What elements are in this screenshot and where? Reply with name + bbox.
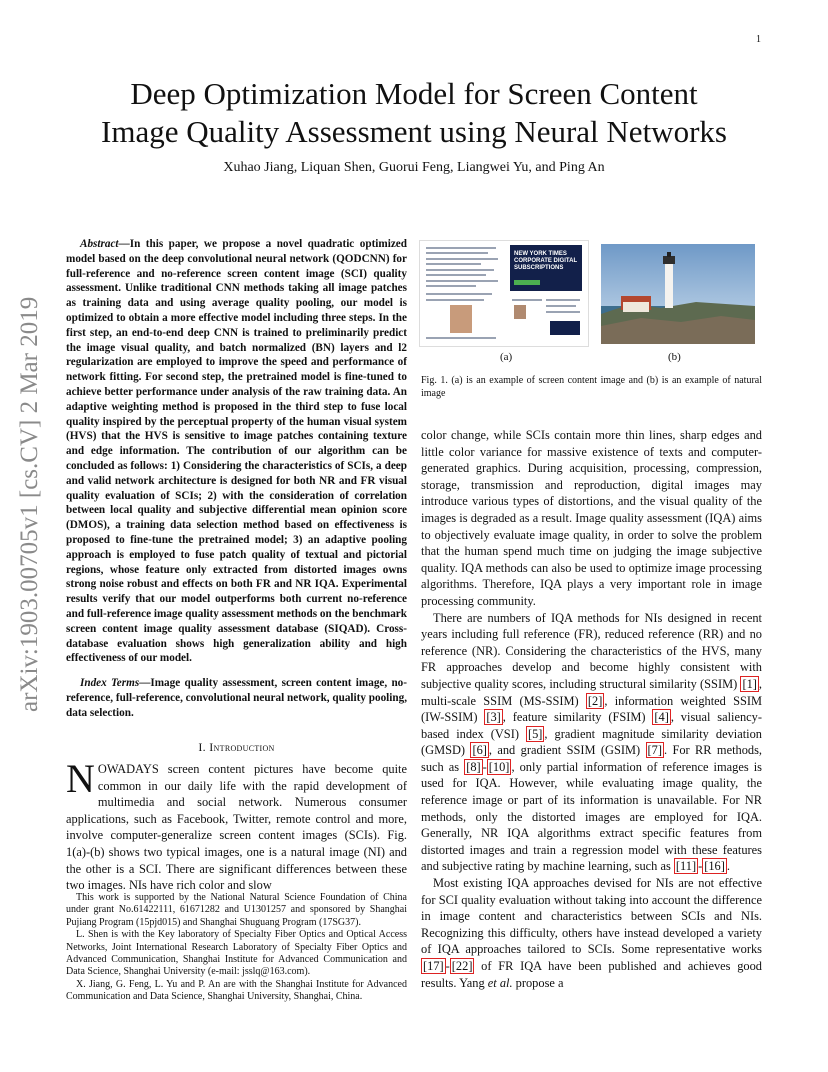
text-run: , visual saliency-based index (VSI) xyxy=(421,710,762,741)
citation-link[interactable]: [8] xyxy=(466,759,481,774)
right-column xyxy=(421,427,762,991)
text-run: - xyxy=(698,859,703,874)
text-run: , feature similarity (FSIM) xyxy=(502,710,653,725)
citation-link[interactable]: [16] xyxy=(704,859,725,874)
text-run: , multi-scale SSIM (MS-SSIM) xyxy=(421,676,762,708)
intro-paragraph xyxy=(66,756,407,894)
thumb-banner-text: NEW YORK TIMES CORPORATE DIGITAL SUBSCRIPTIONS xyxy=(514,251,577,271)
section-name: Introduction xyxy=(209,739,275,754)
text-run: . xyxy=(726,859,730,874)
drop-cap: N xyxy=(66,756,95,802)
text-run: propose a xyxy=(512,975,564,990)
abstract-text: —In this paper, we propose a novel quadratic optimized model based on the deep convolutional neural network (QODCNN) for full-reference and no-reference screen content image (SCI) quality assessment. Unlike traditional CNN methods taking all image patches as training data and using average quality pooling, our model is optimized to obtain a more effective model including three steps. In the first step, an end-to-end deep CNN is trained to preliminarily predict the image visual quality, and batch normalized (BN) layers and l2 regularization are employed to improve the speed and performance of network fitting. For second step, the pretrained model is fine-tuned to achieve better performance under analysis of the raw training data. An adaptive weighting method is proposed in the third step to fuse local quality inspired by the perceptual property of the human visual system (HVS) that the HVS is sensitive to image patches containing texture and edge information. The contribution of our algorithm can be concluded as follows: 1) Considering the characteristics of SCIs, a deep and valid network architecture is designed for both NR and FR visual quality evaluation of SCIs; 2) with the consideration of correlation between local quality and subjective differential mean opinion score (DMOS), a training data selection method based on effectiveness is proposed to fine-tune the pretrained model; 3) an adaptive pooling approach is employed to fuse patch quality of textual and pictorial regions, whose feature only extracted from distorted images owns strong noise robust and effects on both FR and NR IQA. Experimental results verify that our model outperforms both current no-reference and full-reference image quality assessment methods on the benchmark screen content image quality assessment database (SIQAD). Cross-database evaluation shows high generalization ability and high effectiveness of our model. xyxy=(66,238,407,665)
text-run: . For RR methods, such as xyxy=(421,743,763,774)
text-run: , only partial information of reference images is used for IQA. However, while evaluating image quality, the reference image or part of its information is unavailable. For NR methods, only the distorted images are employed for IQA. Generally, NR IQA algorithms extract specific features from distorted images and train a regression model with these features and subjective rating by machine learning, such as xyxy=(421,759,762,874)
index-terms-lead: Index Terms xyxy=(80,677,140,690)
abstract-lead: Abstract xyxy=(80,238,119,250)
figure-1a-label: (a) xyxy=(500,351,513,363)
citation-link[interactable]: [17] xyxy=(423,959,444,973)
abstract xyxy=(66,237,407,666)
body-paragraph-3 xyxy=(421,875,762,991)
figure-1a-screen-content-image xyxy=(419,240,589,347)
section-heading xyxy=(66,739,407,756)
citation-link[interactable]: [22] xyxy=(451,959,473,973)
author-list: Xuhao Jiang, Liquan Shen, Guorui Feng, Liangwei Yu, and Ping An xyxy=(223,160,605,175)
citation-link[interactable]: [10] xyxy=(488,759,510,774)
citation-link[interactable]: [2] xyxy=(587,693,603,708)
citation-link[interactable]: [6] xyxy=(472,743,487,758)
section-number: I. xyxy=(198,739,206,754)
text-run: , gradient magnitude similarity deviation (GMSD) xyxy=(421,726,762,758)
figure-1b-label: (b) xyxy=(668,351,681,363)
body-paragraph-2 xyxy=(421,610,762,876)
text-run: , and gradient SSIM (GSIM) xyxy=(488,743,646,758)
text-run: There are numbers of IQA methods for NIs designed in recent years including full reference (FR), reduced reference (RR) and no reference (NR). Considering the characteristics of the HVS, many FR approaches develop and become highly consistent with subjective quality scores, including structural similarity (SSIM) xyxy=(421,610,762,691)
text-run: of FR IQA have been published and achieves good results. Yang xyxy=(421,959,762,990)
page-number: 1 xyxy=(756,34,761,45)
figure-1b-natural-image xyxy=(601,244,755,344)
body-paragraph-1: color change, while SCIs contain more thin lines, sharp edges and little color variance for massive existence of texts and computer-generated graphics. During acquisition, processing, compression, storage, transmission and reproduction, digital images may introduce various types of distortions, and the visual quality of the images is degraded as a result. Image quality assessment (IQA) aims to objectively evaluate image quality, in order to solve the problem that the human spend much time on judging the image subjective quality. IQA methods can also be used to optimize image processing algorithms. Therefore, IQA plays a very important role in image processing community. xyxy=(421,428,762,608)
arxiv-stamp[interactable]: arXiv:1903.00705v1 [cs.CV] 2 Mar 2019 xyxy=(16,296,43,712)
citation-link[interactable]: [3] xyxy=(486,710,501,725)
text-run-italic: et al. xyxy=(487,975,513,990)
index-terms xyxy=(66,676,407,720)
footnote-affiliation-others: X. Jiang, G. Feng, L. Yu and P. An are with the Shanghai Institute for Advanced Communication and Data Science, Shanghai University, Shanghai, China. xyxy=(66,978,407,1003)
figure-1-caption: Fig. 1. (a) is an example of screen content image and (b) is an example of natural image xyxy=(421,375,762,399)
text-run: Most existing IQA approaches devised for NIs are not effective for SCI quality evaluation without taking into account the difference in image content and characteristics between SCIs and NIs. Recognizing this difficulty, others have instead developed a variety of IQA approaches tailored to SCIs. Some representative works xyxy=(421,876,762,957)
text-run: - xyxy=(482,759,487,774)
footnotes xyxy=(66,892,407,1004)
citation-link[interactable]: [7] xyxy=(647,743,662,758)
citation-link[interactable]: [11] xyxy=(675,859,697,874)
text-run: - xyxy=(445,959,450,973)
footnote-funding: This work is supported by the National Natural Science Foundation of China under grant No.61422111, 61671282 and U1301257 and sponsored by Shanghai Pujiang Program (15pjd015) and Shanghai Shuguang Program (17SG37). xyxy=(66,892,407,928)
left-column xyxy=(66,237,407,894)
paper-title: Deep Optimization Model for Screen Content Image Quality Assessment using Neural Networks xyxy=(101,76,727,149)
footnote-affiliation-shen: L. Shen is with the Key laboratory of Specialty Fiber Optics and Optical Access Networks, Joint International Research Laboratory of Specialty Fiber Optics and Advanced Communication, Shanghai Institute for Advanced Communication and Data Science, Shanghai University (e-mail: jsslq@163.com). xyxy=(66,929,407,978)
index-terms-text: —Image quality assessment, screen content image, no-reference, full-reference, convolutional neural network, quality pooling, data selection. xyxy=(66,677,407,719)
text-run: , information weighted SSIM (IW-SSIM) xyxy=(421,693,763,725)
intro-text: OWADAYS screen content pictures have become quite common in our daily life with the rapid development of multimedia and social network. Numerous consumer applications, such as Facebook, Twitter, remote control and more, involve computer-generalize screen content images (SCIs). Fig. 1(a)-(b) shows two typical images, one is a natural image (NI) and the other is a SCI. There are significant differences between these two images. NIs have rich color and slow xyxy=(66,762,407,893)
citation-link[interactable]: [5] xyxy=(527,726,543,741)
citation-link[interactable]: [1] xyxy=(742,676,757,691)
citation-link[interactable]: [4] xyxy=(654,710,669,725)
